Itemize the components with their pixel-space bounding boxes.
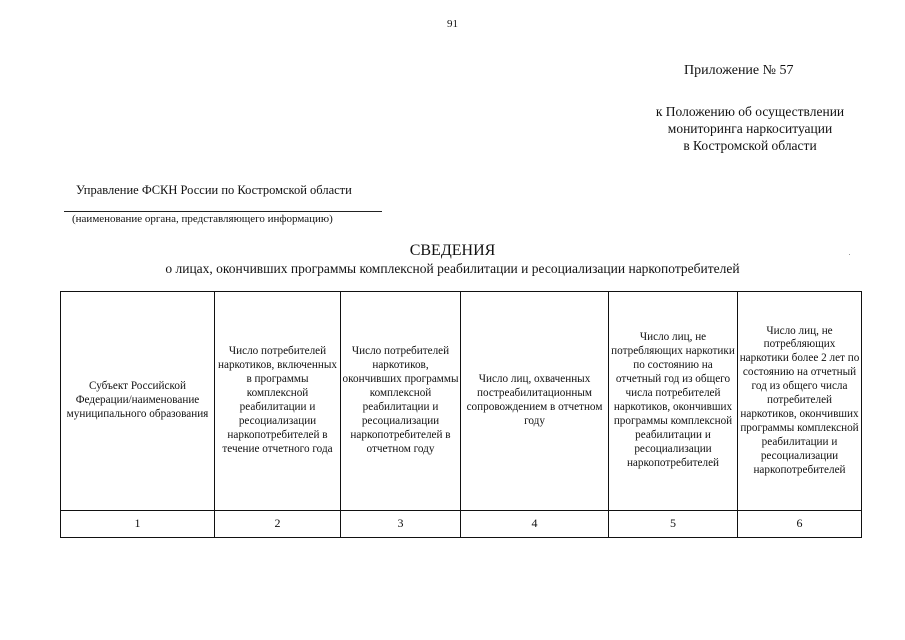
column-header-completed: Число потребителей наркотиков, окончивших программы комплексной реабилитации и ресоциализации наркопотребителей в отчетном году	[341, 292, 461, 511]
appendix-label: Приложение № 57	[684, 63, 794, 78]
column-number: 2	[215, 511, 341, 538]
reference-line-3: в Костромской области	[683, 138, 817, 153]
column-number: 1	[61, 511, 215, 538]
reference-line-2: мониторинга наркоситуации	[667, 121, 833, 136]
column-header-not-using-2-years: Число лиц, не потребляющих наркотики более 2 лет по состоянию на отчетный год из общего числа потребителей наркотиков, окончивших программы комплексной реабилитации и ресоциализации наркопотребителей	[738, 292, 862, 511]
column-number: 3	[341, 511, 461, 538]
column-header-subject: Субъект Российской Федерации/наименование муниципального образования	[61, 292, 215, 511]
document-subtitle: о лицах, окончивших программы комплексной реабилитации и ресоциализации наркопотребителей	[165, 261, 740, 276]
column-header-not-using: Число лиц, не потребляющих наркотики по состоянию на отчетный год из общего числа потребителей наркотиков, окончивших программы комплексной реабилитации и ресоциализации наркопотребителей	[609, 292, 738, 511]
page-number: 91	[447, 18, 458, 30]
organization-underline	[64, 211, 382, 212]
column-number: 4	[461, 511, 609, 538]
column-number: 5	[609, 511, 738, 538]
column-number: 6	[738, 511, 862, 538]
column-header-post-rehab: Число лиц, охваченных постреабилитационным сопровождением в отчетном году	[461, 292, 609, 511]
organization-caption: (наименование органа, представляющего информацию)	[72, 213, 333, 225]
regulation-reference	[600, 103, 900, 154]
document-title: СВЕДЕНИЯ	[409, 242, 496, 259]
table-header-row	[61, 292, 862, 511]
scan-speck	[849, 254, 850, 255]
organization-name: Управление ФСКН России по Костромской области	[76, 183, 352, 197]
reference-line-1: к Положению об осуществлении	[655, 104, 845, 119]
data-table	[60, 291, 862, 538]
table-row	[61, 511, 862, 538]
column-header-included: Число потребителей наркотиков, включенных в программы комплексной реабилитации и ресоциализации наркопотребителей в течение отчетного года	[215, 292, 341, 511]
